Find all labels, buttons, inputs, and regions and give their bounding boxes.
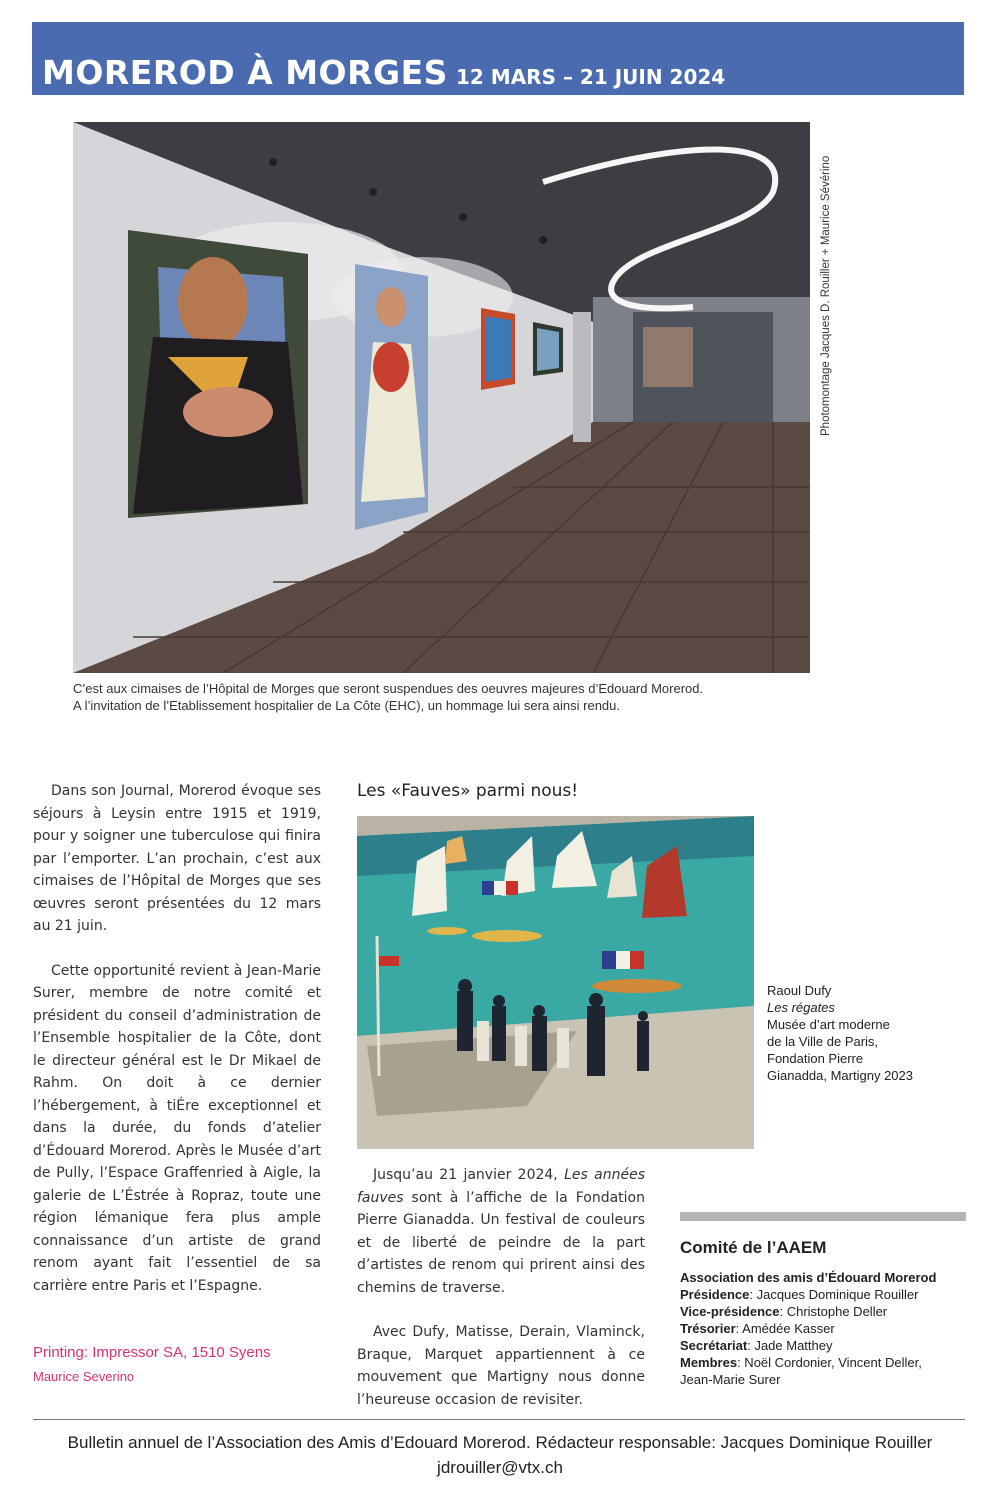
- committee-label: Vice-présidence: [680, 1304, 780, 1319]
- paragraph-lead: Jusqu’au 21 janvier 2024,: [373, 1167, 565, 1183]
- committee-label: Trésorier: [680, 1321, 736, 1336]
- committee-value: : Jacques Dominique Rouiller: [749, 1287, 919, 1302]
- committee-row: [680, 1286, 970, 1303]
- header-banner: [32, 22, 964, 95]
- committee-label: Secrétariat: [680, 1338, 748, 1353]
- exhibition-title: MOREROD À MORGES: [42, 53, 448, 92]
- association-name: Association des amis d’Édouard Morerod: [680, 1270, 937, 1285]
- committee-row: [680, 1320, 970, 1337]
- painting-caption: [767, 982, 913, 1084]
- committee-value: : Christophe Deller: [779, 1304, 888, 1319]
- painting-title: Les régates: [767, 1000, 835, 1015]
- exhibition-dates: 12 MARS – 21 JUIN 2024: [456, 65, 726, 89]
- painting-artist: Raoul Dufy: [767, 983, 832, 998]
- committee-label: Présidence: [680, 1287, 750, 1302]
- fauves-heading: Les «Fauves» parmi nous!: [357, 781, 579, 801]
- gallery-photo: [73, 122, 810, 673]
- painting-museum-city: de la Ville de Paris,: [767, 1034, 879, 1049]
- article-paragraph: Cette opportunité revient à Jean-Marie Surer, membre de notre comité et président du conseil d’administration de l’Ensemble hospitalier de la Côte, dont le directeur général est le Dr Mikael de Rahm. On doit à ce dernier l’hébergement, à tiÉre exceptionnel et dans la durée, du fonds d’atelier d’Édouard Morerod. Après le Musée d’art de Pully, l’Espace Graffenried à Aigle, la galerie de L’Éstrée à Ropraz, toute une région lémanique fera plus ample connaissance d’un artiste de grand renom ayant fait l’essentiel de sa carrière entre Paris et l’Espagne.: [33, 962, 321, 1294]
- paragraph-rest: sont à l’affiche de la Fondation Pierre Gianadda. Un festival de couleurs et de liberté de peindre de la part d’artistes de renom qui prirent ainsi des chemins de traverse.: [357, 1189, 645, 1296]
- photo-caption-line1: C’est aux cimaises de l’Hôpital de Morges que seront suspendues des oeuvres majeures d’Edouard Morerod.: [73, 681, 704, 696]
- committee-title: Comité de l’AAEM: [680, 1238, 827, 1257]
- committee-row: [680, 1337, 970, 1354]
- committee-value: : Jade Matthey: [747, 1338, 833, 1353]
- committee-row: [680, 1354, 970, 1371]
- committee-value: : Noël Cordonier, Vincent Deller,: [737, 1355, 922, 1370]
- committee-list: [680, 1269, 970, 1388]
- committee-value-continued: Jean-Marie Surer: [680, 1372, 781, 1387]
- exhibition-name: Les années fauves: [357, 1167, 645, 1206]
- article-paragraph: Dans son Journal, Morerod évoque ses séjours à Leysin entre 1915 et 1919, pour y soigner une tuberculose qui finira par l’emporter. L’an prochain, c’est aux cimaises de l’Hôpital de Morges que ses œuvres seront présentées du 12 mars au 21 juin.: [33, 783, 321, 934]
- committee-divider: [680, 1212, 966, 1221]
- article-middle-column: [357, 1164, 645, 1411]
- footer-email: jdrouiller@vtx.ch: [437, 1458, 563, 1477]
- photo-caption: [73, 680, 833, 714]
- painting-museum: Musée d’art moderne: [767, 1017, 890, 1032]
- dufy-painting-image: [357, 816, 754, 1149]
- painting-foundation-place: Gianadda, Martigny 2023: [767, 1068, 913, 1083]
- committee-label: Membres: [680, 1355, 738, 1370]
- printing-info: Printing: Impressor SA, 1510 Syens: [33, 1344, 271, 1361]
- article-paragraph: [357, 1164, 645, 1299]
- footer-bulletin-info: Bulletin annuel de l’Association des Amis d’Edouard Morerod. Rédacteur responsable: Jacques Dominique Rouiller: [67, 1433, 933, 1452]
- article-paragraph: Avec Dufy, Matisse, Derain, Vlaminck, Braque, Marquet appartiennent à ce mouvement que Martigny nous donne l’heureuse occasion de revisiter.: [357, 1324, 645, 1408]
- committee-value: : Amédée Kasser: [735, 1321, 835, 1336]
- photo-caption-line2: A l’invitation de l’Etablissement hospitalier de La Côte (EHC), un hommage lui sera ainsi rendu.: [73, 698, 621, 713]
- committee-row: [680, 1303, 970, 1320]
- printing-name: Maurice Severino: [33, 1369, 135, 1384]
- article-left-column: [33, 780, 321, 1297]
- photo-credit: Photomontage Jacques D. Rouiller + Maurice Sévérino: [820, 155, 832, 436]
- footer-divider: [33, 1419, 965, 1420]
- painting-foundation: Fondation Pierre: [767, 1051, 864, 1066]
